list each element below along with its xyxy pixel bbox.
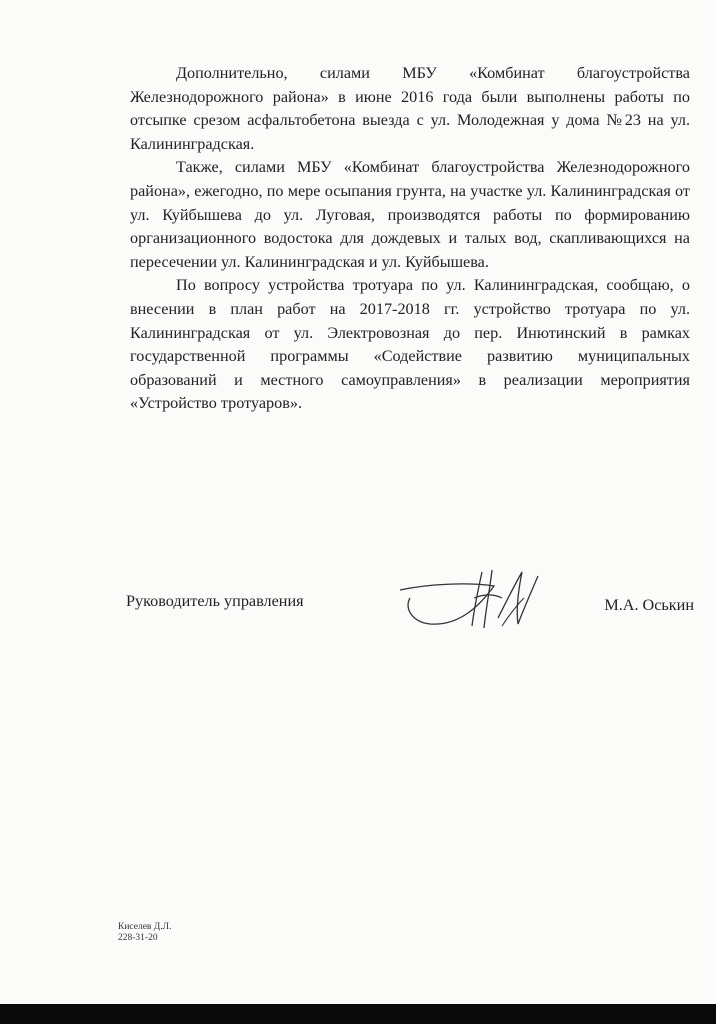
paragraph: Также, силами МБУ «Комбинат благоустройства Железнодорожного района», ежегодно, по мере осыпания грунта, на участке ул. Калининградская от ул. Куйбышева до ул. Луговая, производятся работы по формированию организационного водостока для дождевых и талых вод, скапливающихся на пересечении ул. Калининградская и ул. Куйбышева. bbox=[130, 158, 690, 271]
signatory-name: М.А. Оськин bbox=[604, 596, 694, 614]
signatory-position: Руководитель управления bbox=[126, 592, 304, 610]
paragraph: Дополнительно, силами МБУ «Комбинат благоустройства Железнодорожного района» в июне 2016 года были выполнены работы по отсыпке срезом асфальтобетона выезда с ул. Молодежная у дома №23 на ул. Калининградская. bbox=[130, 64, 690, 153]
executor-info bbox=[118, 922, 171, 944]
handwritten-signature bbox=[398, 568, 548, 638]
paragraph: По вопросу устройства тротуара по ул. Калининградская, сообщаю, о внесении в план работ на 2017-2018 гг. устройство тротуара по ул. Калининградская от ул. Электровозная до пер. Инютинский в рамках государственной программы «Содействие развитию муниципальных образований и местного самоуправления» в реализации мероприятия «Устройство тротуаров». bbox=[130, 276, 690, 413]
scan-edge bbox=[0, 1004, 716, 1024]
executor-phone: 228-31-20 bbox=[118, 933, 158, 943]
executor-name: Киселев Д.Л. bbox=[118, 922, 172, 932]
signature-block bbox=[126, 586, 694, 646]
letter-body bbox=[130, 62, 690, 416]
